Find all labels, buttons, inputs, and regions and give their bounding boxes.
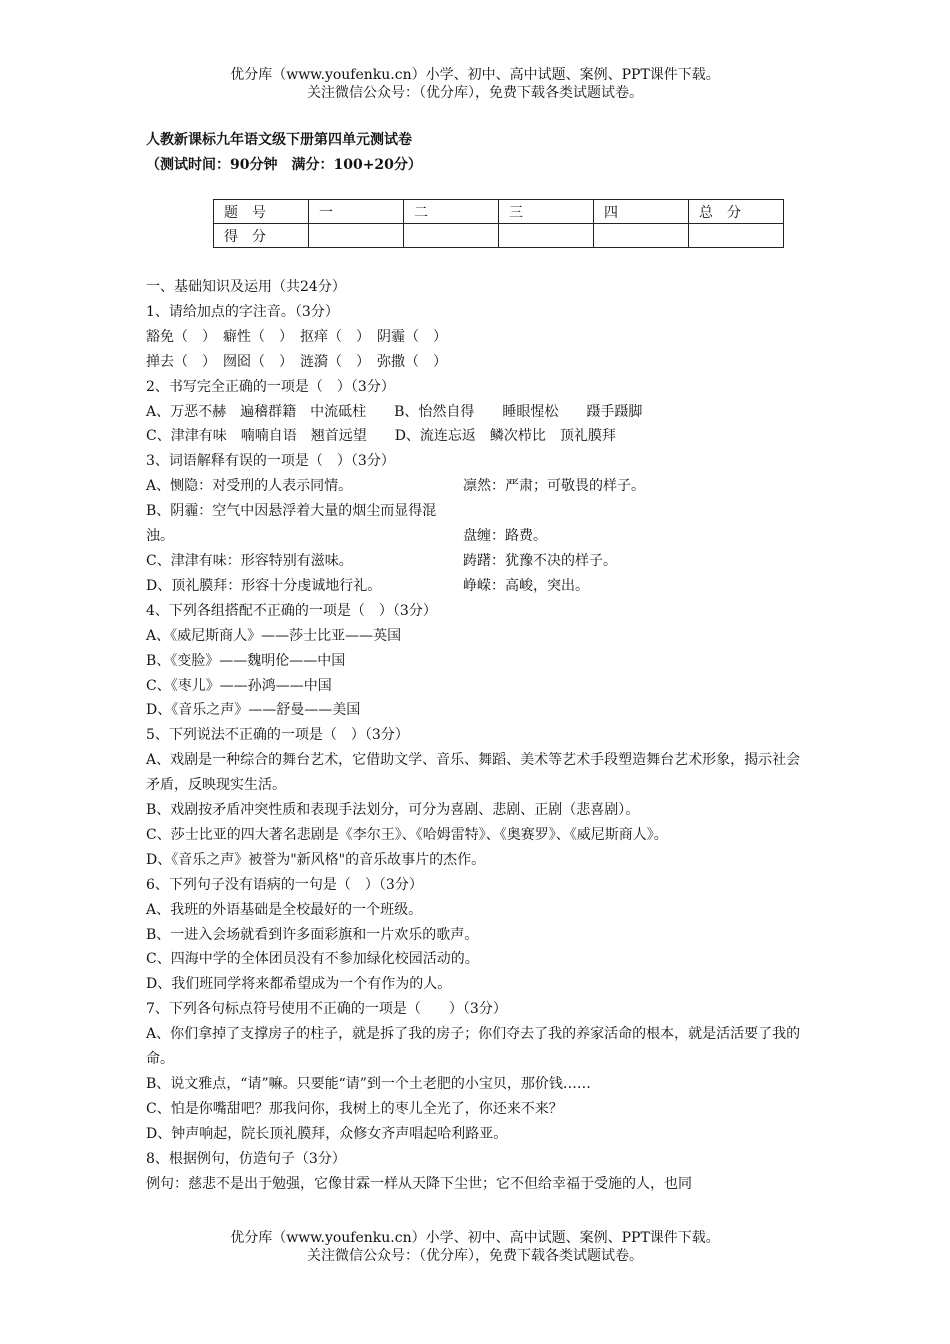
page-header bbox=[0, 66, 950, 102]
option-line: A、《威尼斯商人》——莎士比亚——英国 bbox=[146, 627, 402, 644]
definition-right: 踌躇：犹豫不决的样子。 bbox=[463, 552, 617, 569]
option-line: C、莎士比亚的四大著名悲剧是《李尔王》、《哈姆雷特》、《奥赛罗》、《威尼斯商人》。 bbox=[146, 826, 668, 843]
score-table bbox=[213, 199, 784, 248]
definition-right: 盘缠：路费。 bbox=[463, 528, 547, 545]
option-line: B、戏剧按矛盾冲突性质和表现手法划分，可分为喜剧、悲剧、正剧（悲喜剧）。 bbox=[146, 802, 640, 819]
score-table-header-row bbox=[214, 200, 784, 224]
header-line-1: 优分库（www.youfenku.cn）小学、初中、高中试题、案例、PPT课件下载。 bbox=[230, 67, 720, 83]
option-line: D、我们班同学将来都希望成为一个有作为的人。 bbox=[146, 976, 452, 993]
footer-line-2: 关注微信公众号：（优分库），免费下载各类试题试卷。 bbox=[307, 1248, 643, 1264]
option-line: A、万恶不赫 遍稽群籍 中流砥柱 B、怡然自得 睡眼惺松 蹑手蹑脚 bbox=[146, 403, 643, 420]
option-line: B、说文雅点，“请”嘛。只要能“请”到一个土老肥的小宝贝，那价钱…… bbox=[146, 1076, 591, 1092]
question-stem: 3、词语解释有误的一项是（ ）（3分） bbox=[146, 453, 395, 470]
option-line: C、《枣儿》——孙鸿——中国 bbox=[146, 677, 332, 694]
option-line bbox=[146, 574, 811, 599]
question-line: 豁免（ ） 癖性（ ） 抠痒（ ） 阴霾（ ） bbox=[146, 328, 447, 345]
score-cell[interactable] bbox=[309, 224, 404, 248]
score-row-label: 得 分 bbox=[214, 224, 309, 248]
question-stem: 7、下列各句标点符号使用不正确的一项是（ ）（3分） bbox=[146, 1001, 507, 1018]
score-cell[interactable] bbox=[689, 224, 784, 248]
definition-right: 凛然：严肃；可敬畏的样子。 bbox=[463, 478, 645, 495]
definition-left: B、阴霾：空气中因悬浮着大量的烟尘而显得混浊。 bbox=[146, 503, 437, 545]
option-line: C、津津有味 喃喃自语 翘首远望 D、流连忘返 鳞次栉比 顶礼膜拜 bbox=[146, 428, 616, 445]
score-header-cell: 二 bbox=[404, 200, 499, 224]
option-line: D、《音乐之声》被誉为"新风格"的音乐故事片的杰作。 bbox=[146, 851, 486, 868]
exam-body bbox=[146, 275, 811, 1197]
exam-title bbox=[146, 128, 422, 178]
option-line bbox=[146, 474, 811, 499]
score-header-cell: 题 号 bbox=[214, 200, 309, 224]
score-header-cell: 四 bbox=[594, 200, 689, 224]
question-stem: 1、请给加点的字注音。（3分） bbox=[146, 303, 339, 320]
question-stem: 4、下列各组搭配不正确的一项是（ ）（3分） bbox=[146, 602, 437, 619]
definition-left: C、津津有味：形容特别有滋味。 bbox=[146, 552, 353, 569]
option-line bbox=[146, 549, 811, 574]
score-table-score-row bbox=[214, 224, 784, 248]
definition-left: A、恻隐：对受刑的人表示同情。 bbox=[146, 478, 353, 495]
section-title: 一、基础知识及运用（共24分） bbox=[146, 279, 346, 295]
score-header-cell: 总 分 bbox=[689, 200, 784, 224]
option-line: D、钟声响起，院长顶礼膜拜，众修女齐声唱起哈利路亚。 bbox=[146, 1125, 508, 1142]
option-line: B、《变脸》——魏明伦——中国 bbox=[146, 652, 346, 669]
option-line: A、戏剧是一种综合的舞台艺术，它借助文学、音乐、舞蹈、美术等艺术手段塑造舞台艺术形象，揭示社会矛盾，反映现实生活。 bbox=[146, 752, 801, 794]
question-stem: 5、下列说法不正确的一项是（ ）（3分） bbox=[146, 727, 409, 744]
score-cell[interactable] bbox=[404, 224, 499, 248]
title-main: 人教新课标九年语文级下册第四单元测试卷 bbox=[146, 132, 412, 148]
example-line: 例句：慈悲不是出于勉强，它像甘霖一样从天降下尘世；它不但给幸福于受施的人，也同 bbox=[146, 1175, 692, 1192]
option-line bbox=[146, 499, 811, 549]
option-line: C、怕是你嘴甜吧？那我问你，我树上的枣儿全光了，你还来不来？ bbox=[146, 1100, 563, 1117]
option-line: B、一进入会场就看到许多面彩旗和一片欢乐的歌声。 bbox=[146, 926, 479, 943]
question-stem: 2、书写完全正确的一项是（ ）（3分） bbox=[146, 378, 395, 395]
definition-right: 峥嵘：高峻，突出。 bbox=[463, 577, 589, 594]
option-line: D、《音乐之声》——舒曼——美国 bbox=[146, 702, 361, 719]
score-cell[interactable] bbox=[499, 224, 594, 248]
header-line-2: 关注微信公众号：（优分库），免费下载各类试题试卷。 bbox=[307, 85, 643, 101]
score-header-cell: 三 bbox=[499, 200, 594, 224]
footer-line-1: 优分库（www.youfenku.cn）小学、初中、高中试题、案例、PPT课件下载。 bbox=[230, 1230, 720, 1246]
title-sub: （测试时间：90分钟 满分：100+20分） bbox=[146, 157, 422, 173]
score-cell[interactable] bbox=[594, 224, 689, 248]
question-stem: 8、根据例句，仿造句子（3分） bbox=[146, 1150, 346, 1167]
question-stem: 6、下列句子没有语病的一句是（ ）（3分） bbox=[146, 876, 423, 893]
score-header-cell: 一 bbox=[309, 200, 404, 224]
page-footer bbox=[0, 1229, 950, 1265]
definition-left: D、顶礼膜拜：形容十分虔诚地行礼。 bbox=[146, 577, 382, 594]
option-line: A、你们拿掉了支撑房子的柱子，就是拆了我的房子；你们夺去了我的养家活命的根本，就是活活要了我的命。 bbox=[146, 1026, 801, 1068]
option-line: A、我班的外语基础是全校最好的一个班级。 bbox=[146, 901, 423, 918]
question-line: 掸去（ ） 囫囵（ ） 涟漪（ ） 弥撒（ ） bbox=[146, 353, 447, 370]
option-line: C、四海中学的全体团员没有不参加绿化校园活动的。 bbox=[146, 951, 479, 968]
